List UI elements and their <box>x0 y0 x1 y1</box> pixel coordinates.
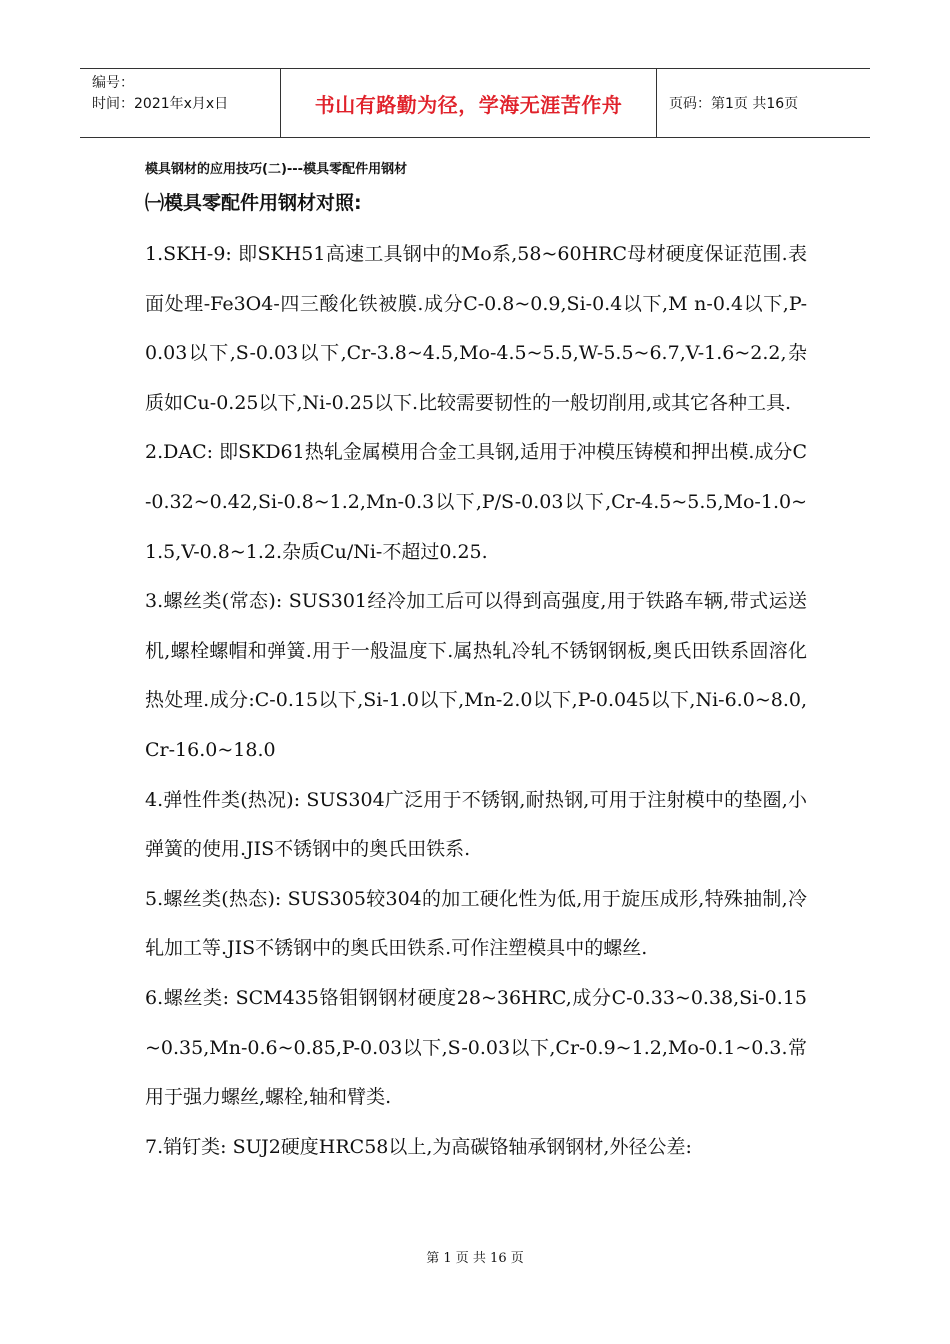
paragraph-4: 4.弹性件类(热况): SUS304广泛用于不锈钢,耐热钢,可用于注射模中的垫圈,小弹簧的使用.JIS不锈钢中的奥氏田铁系. <box>145 788 807 861</box>
paragraph-7: 7.销钉类: SUJ2硬度HRC58以上,为高碳铬轴承钢钢材,外径公差: <box>145 1135 692 1158</box>
serial-number-label: 编号： <box>92 75 134 91</box>
header-meta <box>80 69 281 137</box>
document-body <box>145 158 807 1172</box>
header-motto: 书山有路勤为径，学海无涯苦作舟 <box>281 69 657 137</box>
document-title: 模具钢材的应用技巧(二)---模具零配件用钢材 <box>145 162 408 177</box>
paragraph-5: 5.螺丝类(热态): SUS305较304的加工硬化性为低,用于旋压成形,特殊抽制,冷轧加工等.JIS不锈钢中的奥氏田铁系.可作注塑模具中的螺丝. <box>145 887 807 960</box>
header-page-info: 页码：第1页 共16页 <box>669 96 799 112</box>
paragraph-1: 1.SKH-9: 即SKH51高速工具钢中的Mo系,58~60HRC母材硬度保证范围.表面处理-Fe3O4-四三酸化铁被膜.成分C-0.8~0.9,Si-0.4以下,M n-0.4以下,P-0.03以下,S-0.03以下,Cr-3.8~4.5,Mo-4.5~5.5,W-5.5~6.7,V-1.6~2.2,杂质如Cu-0.25以下,Ni-0.25以下.比较需要韧性的一般切削用,或其它各种工具. <box>145 243 807 414</box>
paragraph-6: 6.螺丝类: SCM435铬钼钢钢材硬度28~36HRC,成分C-0.33~0.38,Si-0.15~0.35,Mn-0.6~0.85,P-0.03以下,S-0.03以下,Cr-0.9~1.2,Mo-0.1~0.3.常用于强力螺丝,螺栓,轴和臂类. <box>145 986 807 1109</box>
paragraph-2: 2.DAC: 即SKD61热轧金属模用合金工具钢,适用于冲模压铸模和押出模.成分C-0.32~0.42,Si-0.8~1.2,Mn-0.3以下,P/S-0.03以下,Cr-4.5~5.5,Mo-1.0~1.5,V-0.8~1.2.杂质Cu/Ni-不超过0.25. <box>145 441 807 563</box>
page-footer: 第 1 页 共 16 页 <box>426 1251 524 1266</box>
paragraph-3: 3.螺丝类(常态): SUS301经冷加工后可以得到高强度,用于铁路车辆,带式运送机,螺栓螺帽和弹簧.用于一般温度下.属热轧冷轧不锈钢钢板,奥氏田铁系固溶化热处理.成分:C-0.15以下,Si-1.0以下,Mn-2.0以下,P-0.045以下,Ni-6.0~8.0,Cr-16.0~18.0 <box>145 590 807 761</box>
section-heading: ㈠模具零配件用钢材对照: <box>145 192 362 214</box>
time-label: 时间：2021年x月x日 <box>92 96 229 112</box>
document-header <box>80 68 870 138</box>
